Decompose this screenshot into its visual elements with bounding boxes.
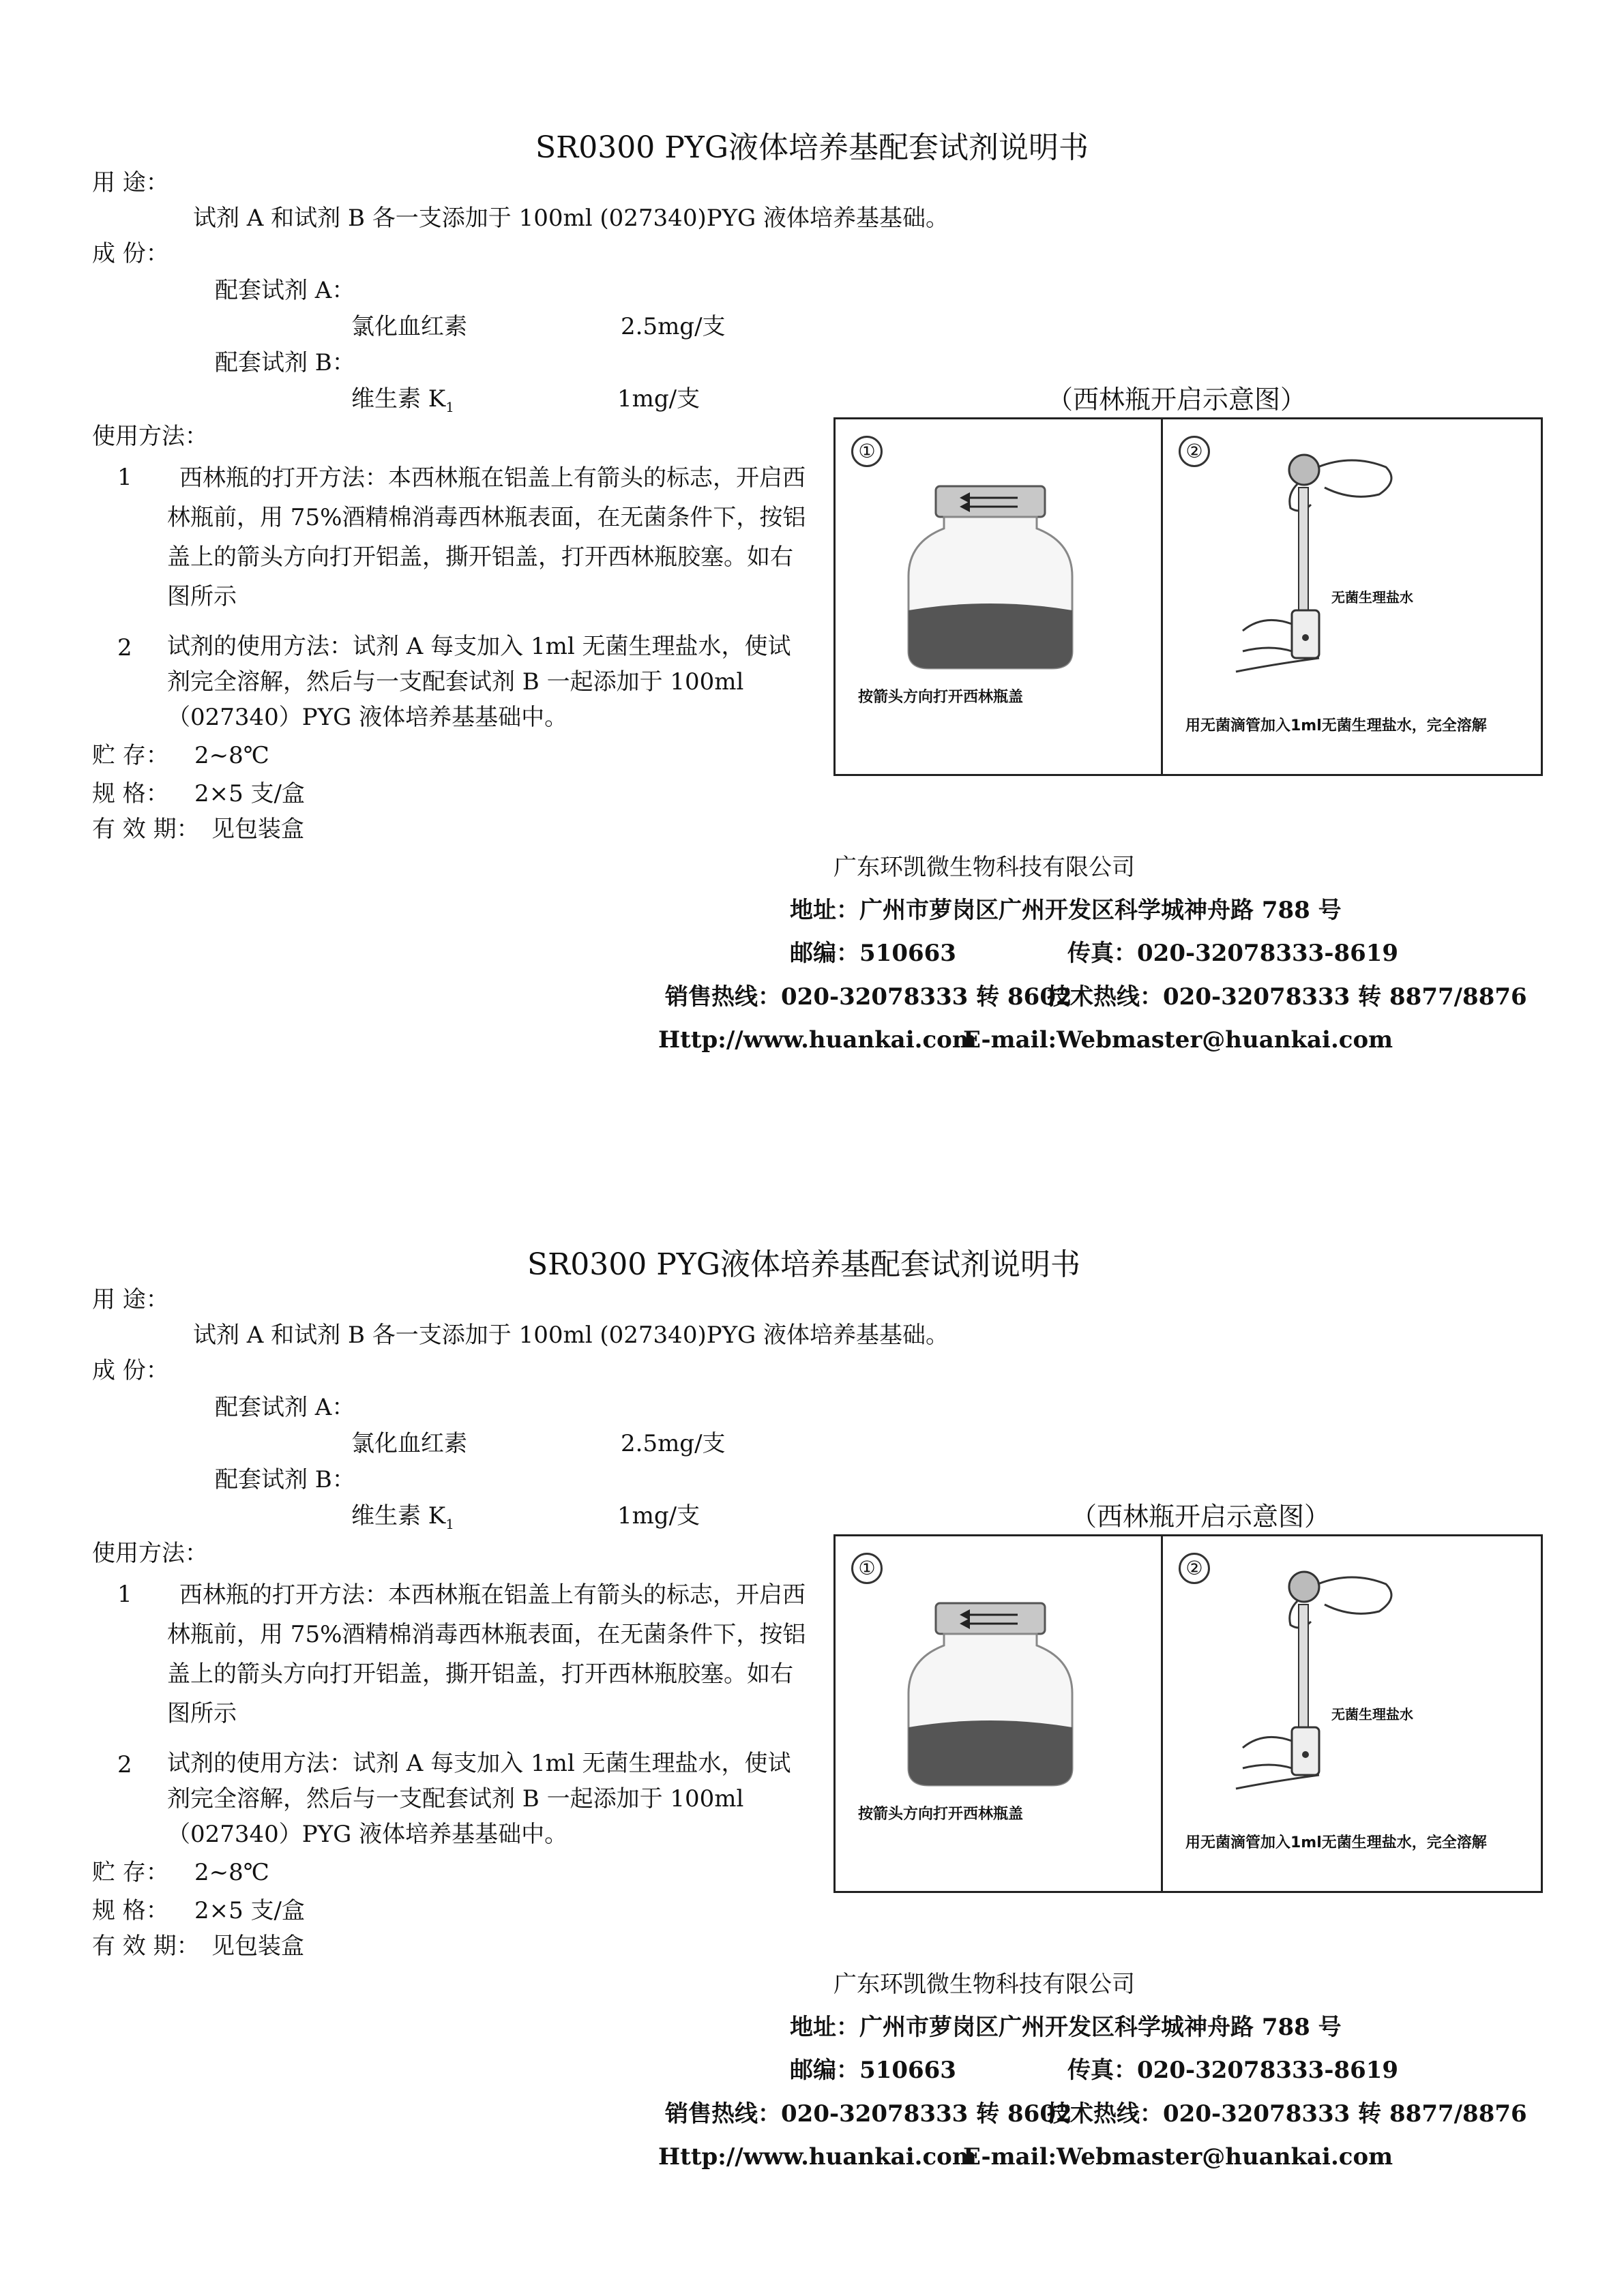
reagent-a-label: 配套试剂 A： bbox=[215, 1394, 355, 1421]
step2-text: 试剂的使用方法：试剂 A 每支加入 1ml 无菌生理盐水，使试剂完全溶解，然后与一支配套试剂 B 一起添加于 100ml（027340）PYG 液体培养基基础中。 bbox=[167, 633, 791, 731]
usage-label: 使用方法： bbox=[92, 1540, 208, 1567]
reagent-b-item: 维生素 $K_1$ bbox=[351, 1502, 454, 1532]
document-title: SR0300 PYG液体培养基配套试剂说明书 bbox=[527, 1247, 1081, 1282]
step2-number: 2 bbox=[117, 1751, 132, 1778]
spec-label: 规 格： bbox=[92, 1897, 169, 1924]
tech-hotline: 技术热线：020-32078333 转 8877/8876 bbox=[1047, 983, 1527, 1011]
step1-number: 1 bbox=[117, 464, 132, 491]
company-fax: 传真：020-32078333-8619 bbox=[1067, 940, 1399, 967]
vial-icon bbox=[888, 1591, 1093, 1795]
step2-text: 试剂的使用方法：试剂 A 每支加入 1ml 无菌生理盐水，使试剂完全溶解，然后与一支配套试剂 B 一起添加于 100ml（027340）PYG 液体培养基基础中。 bbox=[167, 1750, 791, 1848]
purpose-text: 试剂 A 和试剂 B 各一支添加于 100ml (027340)PYG 液体培养基基础。 bbox=[193, 205, 949, 232]
reagent-a-item: 氯化血红素 bbox=[351, 313, 467, 340]
spec-value: 2×5 支/盒 bbox=[194, 1897, 306, 1924]
company-postcode: 邮编：510663 bbox=[790, 940, 956, 967]
figure-caption: （西林瓶开启示意图） bbox=[1071, 1502, 1331, 1532]
figure-caption: （西林瓶开启示意图） bbox=[1047, 385, 1307, 415]
ingredients-label: 成 份： bbox=[92, 240, 169, 267]
reagent-a-amount: 2.5mg/支 bbox=[621, 313, 726, 340]
reagent-a-label: 配套试剂 A： bbox=[215, 277, 355, 304]
purpose-label: 用 途： bbox=[92, 169, 169, 196]
step1-text: 西林瓶的打开方法：本西林瓶在铝盖上有箭头的标志，开启西林瓶前，用 75%酒精棉消毒西林瓶表面，在无菌条件下，按铝盖上的箭头方向打开铝盖，撕开铝盖，打开西林瓶胶塞。如右图所示 bbox=[167, 1581, 806, 1727]
storage-value: 2~8℃ bbox=[194, 1859, 269, 1886]
dropper-hands-icon bbox=[1215, 447, 1420, 679]
spec-label: 规 格： bbox=[92, 780, 169, 807]
step-2-caption: 用无菌滴管加入1ml无菌生理盐水，完全溶解 bbox=[1185, 1834, 1487, 1851]
email-link[interactable]: E-mail:Webmaster@huankai.com bbox=[963, 2143, 1393, 2171]
validity-label: 有 效 期： bbox=[92, 1933, 200, 1960]
instruction-sheet-bottom bbox=[0, 1117, 1624, 2265]
step1-text: 西林瓶的打开方法：本西林瓶在铝盖上有箭头的标志，开启西林瓶前，用 75%酒精棉消毒西林瓶表面，在无菌条件下，按铝盖上的箭头方向打开铝盖，撕开铝盖，打开西林瓶胶塞。如右图所示 bbox=[167, 464, 806, 610]
website-link[interactable]: Http://www.huankai.com bbox=[658, 2143, 977, 2171]
tech-hotline: 技术热线：020-32078333 转 8877/8876 bbox=[1047, 2100, 1527, 2128]
dropper-hands-icon bbox=[1215, 1564, 1420, 1795]
step-2-circle: ② bbox=[1179, 436, 1210, 467]
ingredients-label: 成 份： bbox=[92, 1357, 169, 1384]
reagent-a-item: 氯化血红素 bbox=[351, 1430, 467, 1457]
reagent-b-item: 维生素 $K_1$ bbox=[351, 385, 454, 415]
usage-label: 使用方法： bbox=[92, 423, 208, 450]
step-1-circle: ① bbox=[851, 436, 883, 467]
step-1-caption: 按箭头方向打开西林瓶盖 bbox=[858, 689, 1024, 706]
step-1-caption: 按箭头方向打开西林瓶盖 bbox=[858, 1806, 1024, 1823]
company-name: 广东环凯微生物科技有限公司 bbox=[833, 854, 1135, 881]
validity-value: 见包装盒 bbox=[211, 816, 304, 843]
vial-opening-figure bbox=[833, 1534, 1543, 1893]
step2-number: 2 bbox=[117, 634, 132, 661]
step1-number: 1 bbox=[117, 1581, 132, 1608]
company-fax: 传真：020-32078333-8619 bbox=[1067, 2057, 1399, 2084]
reagent-b-label: 配套试剂 B： bbox=[215, 1466, 355, 1493]
validity-label: 有 效 期： bbox=[92, 816, 200, 843]
reagent-b-label: 配套试剂 B： bbox=[215, 349, 355, 376]
step-2-circle: ② bbox=[1179, 1553, 1210, 1584]
website-link[interactable]: Http://www.huankai.com bbox=[658, 1026, 977, 1054]
vial-opening-figure bbox=[833, 417, 1543, 776]
reagent-b-amount: 1mg/支 bbox=[617, 1502, 700, 1530]
vial-icon bbox=[888, 474, 1093, 679]
storage-label: 贮 存： bbox=[92, 742, 169, 769]
company-postcode: 邮编：510663 bbox=[790, 2057, 956, 2084]
document-title: SR0300 PYG液体培养基配套试剂说明书 bbox=[535, 130, 1089, 165]
company-name: 广东环凯微生物科技有限公司 bbox=[833, 1971, 1135, 1998]
step-1-circle: ① bbox=[851, 1553, 883, 1584]
sales-hotline: 销售热线：020-32078333 转 8602 bbox=[665, 983, 1072, 1011]
company-address: 地址：广州市萝岗区广州开发区科学城神舟路 788 号 bbox=[790, 897, 1342, 924]
company-address: 地址：广州市萝岗区广州开发区科学城神舟路 788 号 bbox=[790, 2014, 1342, 2041]
storage-label: 贮 存： bbox=[92, 1859, 169, 1886]
saline-label: 无菌生理盐水 bbox=[1331, 1706, 1413, 1723]
sales-hotline: 销售热线：020-32078333 转 8602 bbox=[665, 2100, 1072, 2128]
email-link[interactable]: E-mail:Webmaster@huankai.com bbox=[963, 1026, 1393, 1054]
purpose-text: 试剂 A 和试剂 B 各一支添加于 100ml (027340)PYG 液体培养基基础。 bbox=[193, 1322, 949, 1349]
validity-value: 见包装盒 bbox=[211, 1933, 304, 1960]
spec-value: 2×5 支/盒 bbox=[194, 780, 306, 807]
reagent-a-amount: 2.5mg/支 bbox=[621, 1430, 726, 1457]
storage-value: 2~8℃ bbox=[194, 742, 269, 769]
purpose-label: 用 途： bbox=[92, 1286, 169, 1313]
saline-label: 无菌生理盐水 bbox=[1331, 589, 1413, 606]
step-2-caption: 用无菌滴管加入1ml无菌生理盐水，完全溶解 bbox=[1185, 717, 1487, 734]
reagent-b-amount: 1mg/支 bbox=[617, 385, 700, 413]
